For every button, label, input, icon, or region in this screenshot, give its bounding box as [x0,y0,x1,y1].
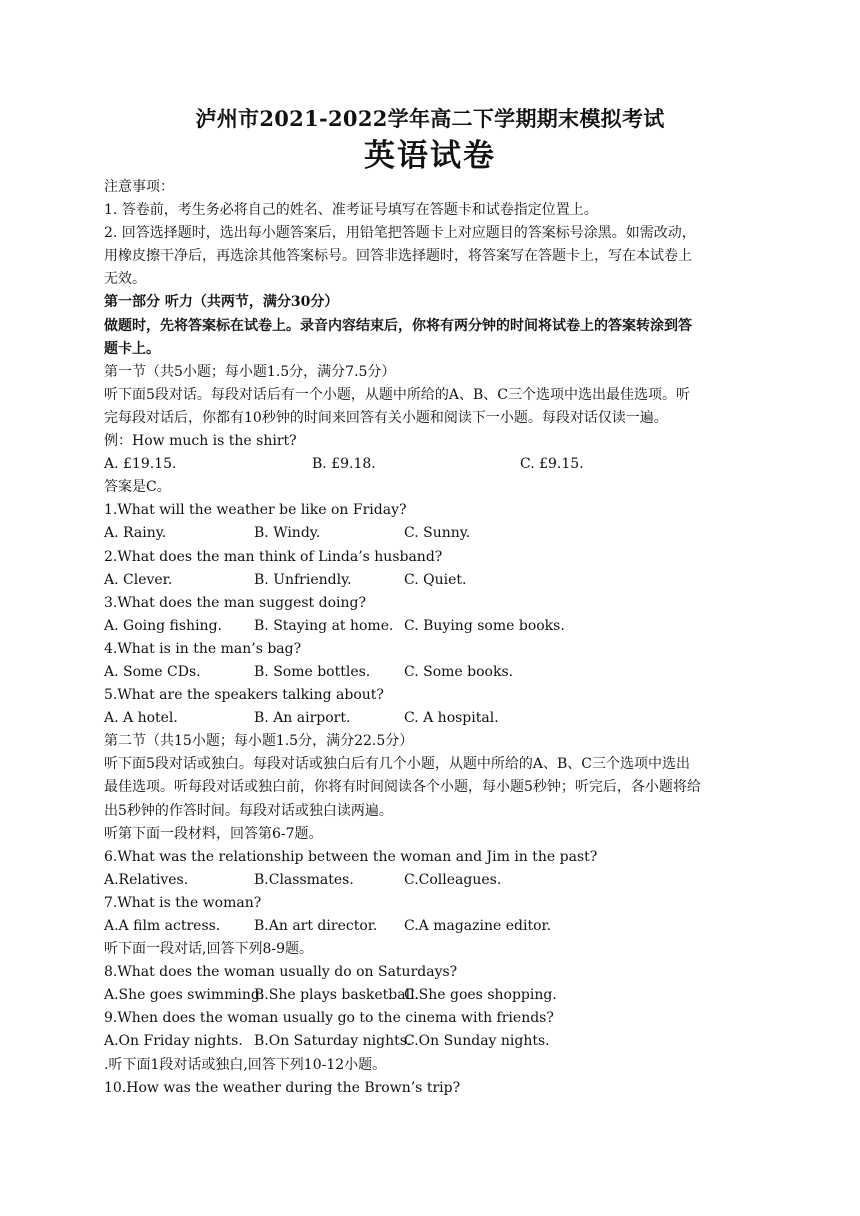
question-text: 7.What is the woman? [104,894,262,911]
exam-body [104,176,764,1100]
note-1: 1. 答卷前，考生务必将自己的姓名、准考证号填写在答题卡和试卷指定位置上。 [104,202,598,219]
example-answer: 答案是C。 [104,479,171,496]
note-2-line-1: 2. 回答选择题时，选出每小题答案后，用铅笔把答题卡上对应题目的答案标号涂黑。如需改动， [104,225,696,242]
notes-heading: 注意事项： [104,179,174,195]
section1-instruction-line-1: 听下面5段对话。每段对话后有一个小题，从题中所给的A、B、C三个选项中选出最佳选项。听 [104,386,691,403]
question-options [104,1030,764,1053]
question-options [104,522,764,545]
exam-subject-title: 英语试卷 [364,138,496,174]
option-c: C.She goes shopping. [404,987,557,1004]
section2-instruction-line-1: 听下面5段对话或独白。每段对话或独白后有几个小题，从题中所给的A、B、C三个选项中选出 [104,756,691,773]
part1-heading: 第一部分 听力（共两节，满分30分） [104,294,339,311]
option-b: B. An airport. [254,710,351,727]
question-options [104,984,764,1007]
option-c: C. Sunny. [404,525,471,542]
option-c: C.A magazine editor. [404,918,552,934]
option-b: B.Classmates. [254,871,354,888]
question-text: 1.What will the weather be like on Friday? [104,502,407,519]
section2-heading: 第二节（共15小题；每小题1.5分，满分22.5分） [104,733,414,750]
option-a: A.She goes swimming. [104,987,265,1004]
question-text: 5.What are the speakers talking about? [104,687,384,704]
section1-heading: 第一节（共5小题；每小题1.5分，满分7.5分） [104,363,396,380]
option-a: A.A film actress. [104,918,221,934]
option-b: B.On Saturday nights. [254,1033,412,1050]
option-c: C. Some books. [404,663,514,680]
option-c: C.Colleagues. [404,871,502,888]
question-options [104,615,764,638]
option-c: C. Buying some books. [404,617,565,634]
question-text: 4.What is in the man’s bag? [104,640,302,657]
question-options [104,661,764,684]
option-a: A. Rainy. [104,525,167,542]
question-text: 3.What does the man suggest doing? [104,594,366,611]
option-b: B.She plays basketball. [254,987,420,1004]
option-c: C.On Sunday nights. [404,1033,550,1050]
question-text: 6.What was the relationship between the woman and Jim in the past? [104,848,598,865]
option-b: B. £9.18. [312,456,376,473]
option-a: A. A hotel. [104,710,178,727]
option-b: B.An art director. [254,918,378,934]
note-2-line-3: 无效。 [104,271,146,288]
example-question: 例：How much is the shirt? [104,433,297,450]
exam-title: 泸州市2021-2022学年高二下学期期末模拟考试 [195,106,665,131]
part1-instruction-line-2: 题卡上。 [104,340,160,357]
option-a: A. Going fishing. [104,617,222,634]
part1-instruction-line-1: 做题时，先将答案标在试卷上。录音内容结束后，你将有两分钟的时间将试卷上的答案转涂到答 [104,317,692,334]
option-a: A. Clever. [104,571,173,588]
section2-instruction-line-2: 最佳选项。听每段对话或独白前，你将有时间阅读各个小题，每小题5秒钟；听完后，各小题将给 [104,779,701,796]
option-c: C. £9.15. [520,456,584,473]
question-options [104,915,764,938]
group-instruction: 听第下面一段材料，回答第6-7题。 [104,825,323,842]
section2-instruction-line-3: 出5秒钟的作答时间。每段对话或独白读两遍。 [104,802,393,819]
option-c: C. Quiet. [404,571,467,588]
question-text: 2.What does the man think of Linda’s husband? [104,548,443,565]
option-b: B. Windy. [254,525,321,542]
option-c: C. A hospital. [404,710,499,727]
option-a: A. Some CDs. [104,663,201,680]
section1-instruction-line-2: 完每段对话后，你都有10秒钟的时间来回答有关小题和阅读下一小题。每段对话仅读一遍。 [104,409,668,426]
option-b: B. Some bottles. [254,663,371,680]
option-b: B. Staying at home. [254,617,394,634]
question-text: 10.How was the weather during the Brown’s trip? [104,1079,461,1096]
question-text: 8.What does the woman usually do on Saturdays? [104,964,458,981]
option-a: A. £19.15. [104,456,177,473]
group-instruction: .听下面1段对话或独白,回答下列10-12小题。 [104,1056,387,1073]
question-options [104,569,764,592]
option-a: A.On Friday nights. [104,1033,243,1050]
group-instruction: 听下面一段对话,回答下列8-9题。 [104,941,313,958]
example-options [104,453,764,476]
option-a: A.Relatives. [104,871,189,888]
question-text: 9.When does the woman usually go to the cinema with friends? [104,1010,554,1027]
note-2-line-2: 用橡皮擦干净后，再选涂其他答案标号。回答非选择题时，将答案写在答题卡上，写在本试卷上 [104,248,692,265]
option-b: B. Unfriendly. [254,571,352,588]
question-options [104,707,764,730]
question-options [104,869,764,892]
